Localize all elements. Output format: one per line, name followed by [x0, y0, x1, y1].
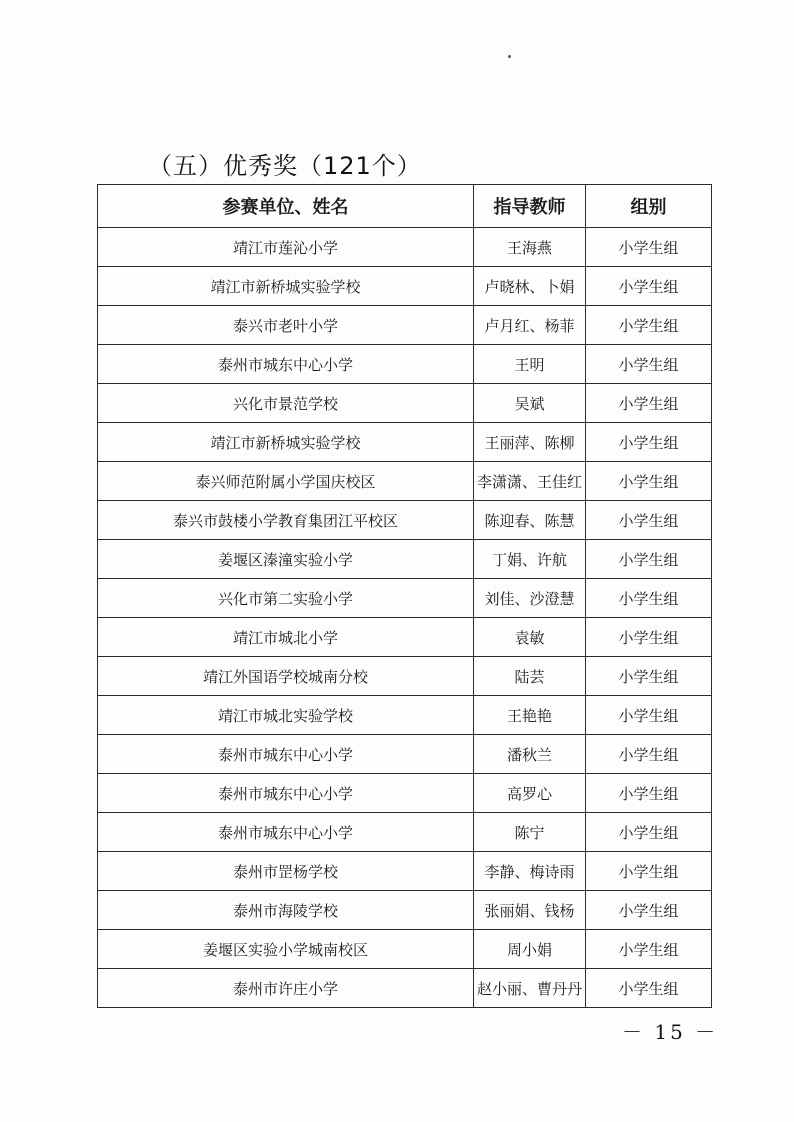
cell-unit: 靖江市新桥城实验学校	[98, 267, 474, 306]
table-row	[98, 306, 712, 345]
cell-teacher: 王海燕	[474, 228, 586, 267]
cell-group: 小学生组	[586, 228, 712, 267]
cell-group: 小学生组	[586, 306, 712, 345]
cell-group: 小学生组	[586, 813, 712, 852]
table-row	[98, 657, 712, 696]
cell-unit: 靖江市莲沁小学	[98, 228, 474, 267]
cell-group: 小学生组	[586, 384, 712, 423]
cell-unit: 泰兴师范附属小学国庆校区	[98, 462, 474, 501]
cell-group: 小学生组	[586, 930, 712, 969]
cell-teacher: 王艳艳	[474, 696, 586, 735]
cell-teacher: 潘秋兰	[474, 735, 586, 774]
cell-group: 小学生组	[586, 657, 712, 696]
page-number: － 15 －	[622, 1020, 719, 1044]
cell-unit: 泰州市城东中心小学	[98, 345, 474, 384]
cell-teacher: 张丽娟、钱杨	[474, 891, 586, 930]
table-row	[98, 813, 712, 852]
table-row	[98, 540, 712, 579]
cell-teacher: 袁敏	[474, 618, 586, 657]
header-group: 组别	[586, 185, 712, 228]
header-teacher: 指导教师	[474, 185, 586, 228]
cell-unit: 泰兴市鼓楼小学教育集团江平校区	[98, 501, 474, 540]
cell-teacher: 陈宁	[474, 813, 586, 852]
cell-group: 小学生组	[586, 852, 712, 891]
cell-unit: 泰州市城东中心小学	[98, 735, 474, 774]
cell-teacher: 王明	[474, 345, 586, 384]
cell-teacher: 周小娟	[474, 930, 586, 969]
section-title: （五）优秀奖（121个）	[148, 152, 422, 180]
cell-group: 小学生组	[586, 774, 712, 813]
cell-unit: 姜堰区溱潼实验小学	[98, 540, 474, 579]
table-row	[98, 891, 712, 930]
cell-unit: 靖江外国语学校城南分校	[98, 657, 474, 696]
header-unit: 参赛单位、姓名	[98, 185, 474, 228]
cell-unit: 泰州市许庄小学	[98, 969, 474, 1008]
cell-teacher: 卢月红、杨菲	[474, 306, 586, 345]
table-row	[98, 774, 712, 813]
cell-teacher: 王丽萍、陈柳	[474, 423, 586, 462]
cell-group: 小学生组	[586, 579, 712, 618]
table-row	[98, 384, 712, 423]
cell-teacher: 陆芸	[474, 657, 586, 696]
cell-group: 小学生组	[586, 969, 712, 1008]
cell-unit: 靖江市城北实验学校	[98, 696, 474, 735]
table-row	[98, 618, 712, 657]
table-row	[98, 696, 712, 735]
table-row	[98, 423, 712, 462]
cell-group: 小学生组	[586, 345, 712, 384]
cell-teacher: 丁娟、许航	[474, 540, 586, 579]
table-header-row	[98, 185, 712, 228]
table-row	[98, 501, 712, 540]
cell-group: 小学生组	[586, 891, 712, 930]
cell-unit: 泰州市海陵学校	[98, 891, 474, 930]
cell-teacher: 赵小丽、曹丹丹	[474, 969, 586, 1008]
table-row	[98, 852, 712, 891]
table-row	[98, 345, 712, 384]
cell-group: 小学生组	[586, 696, 712, 735]
table-row	[98, 228, 712, 267]
table-row	[98, 735, 712, 774]
cell-group: 小学生组	[586, 501, 712, 540]
table-row	[98, 267, 712, 306]
cell-teacher: 卢晓林、卜娟	[474, 267, 586, 306]
cell-unit: 泰州市城东中心小学	[98, 774, 474, 813]
awards-table	[97, 184, 712, 1008]
cell-group: 小学生组	[586, 618, 712, 657]
cell-unit: 泰州市罡杨学校	[98, 852, 474, 891]
cell-teacher: 高罗心	[474, 774, 586, 813]
cell-unit: 泰兴市老叶小学	[98, 306, 474, 345]
cell-teacher: 陈迎春、陈慧	[474, 501, 586, 540]
cell-group: 小学生组	[586, 423, 712, 462]
cell-teacher: 李静、梅诗雨	[474, 852, 586, 891]
table-body	[98, 228, 712, 1008]
cell-group: 小学生组	[586, 267, 712, 306]
cell-teacher: 刘佳、沙澄慧	[474, 579, 586, 618]
cell-unit: 姜堰区实验小学城南校区	[98, 930, 474, 969]
cell-group: 小学生组	[586, 462, 712, 501]
table-row	[98, 930, 712, 969]
cell-group: 小学生组	[586, 735, 712, 774]
table-row	[98, 462, 712, 501]
cell-teacher: 李潇潇、王佳红	[474, 462, 586, 501]
cell-unit: 靖江市新桥城实验学校	[98, 423, 474, 462]
cell-unit: 兴化市景范学校	[98, 384, 474, 423]
cell-unit: 泰州市城东中心小学	[98, 813, 474, 852]
table-row	[98, 579, 712, 618]
cell-group: 小学生组	[586, 540, 712, 579]
cell-unit: 靖江市城北小学	[98, 618, 474, 657]
scan-speck	[508, 55, 511, 58]
cell-unit: 兴化市第二实验小学	[98, 579, 474, 618]
table-row	[98, 969, 712, 1008]
cell-teacher: 吴斌	[474, 384, 586, 423]
